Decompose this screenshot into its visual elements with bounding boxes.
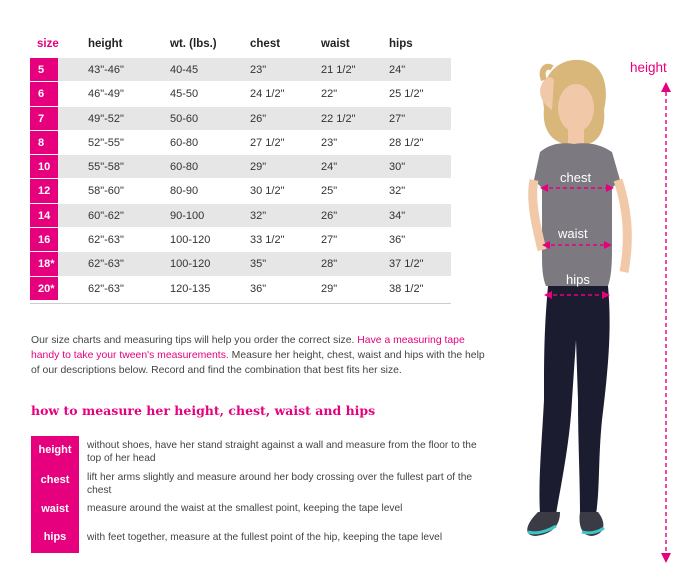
hips-cell: 37 1/2": [389, 258, 424, 271]
table-row: [30, 131, 451, 155]
waist-cell: 25": [321, 185, 338, 198]
size-cell: 12: [30, 179, 58, 202]
how-to-text: with feet together, measure at the fullest point of the hip, keeping the tape level: [87, 532, 443, 543]
height-cell: 62"-63": [88, 234, 124, 247]
table-header: [30, 32, 451, 58]
model-figure-svg: [480, 40, 686, 573]
how-to-chest: [31, 468, 486, 498]
chest-cell: 26": [250, 112, 267, 125]
chest-cell: 36": [250, 282, 267, 295]
hips-cell: 28 1/2": [389, 136, 424, 149]
height-label: height: [630, 60, 667, 75]
height-cell: 58"-60": [88, 185, 124, 198]
how-to-label: waist: [31, 498, 79, 523]
height-cell: 60"-62": [88, 209, 124, 222]
weight-cell: 120-135: [170, 282, 211, 295]
waist-cell: 22": [321, 88, 338, 101]
weight-cell: 45-50: [170, 88, 199, 101]
how-to-text: lift her arms slightly and measure around her body crossing over the fullest part of the chest: [87, 472, 473, 496]
waist-cell: 23": [321, 136, 338, 149]
height-cell: 62"-63": [88, 282, 124, 295]
table-row: [30, 252, 451, 276]
hips-cell: 38 1/2": [389, 282, 424, 295]
height-cell: 62"-63": [88, 258, 124, 271]
table-body: [30, 58, 451, 301]
height-cell: 46"-49": [88, 88, 124, 101]
header-height: height: [88, 38, 123, 50]
height-cell: 52"-55": [88, 136, 124, 149]
header-weight: wt. (lbs.): [170, 38, 217, 50]
hips-cell: 32": [389, 185, 406, 198]
table-row: [30, 204, 451, 228]
waist-label: waist: [558, 226, 588, 241]
table-row: [30, 82, 451, 106]
hips-cell: 34": [389, 209, 406, 222]
chest-cell: 33 1/2": [250, 234, 285, 247]
size-cell: 10: [30, 155, 58, 178]
waist-cell: 24": [321, 161, 338, 174]
intro-paragraph: [31, 333, 491, 378]
hips-cell: 27": [389, 112, 406, 125]
size-cell: 8: [30, 131, 58, 154]
weight-cell: 100-120: [170, 234, 211, 247]
model-jeans: [539, 286, 609, 514]
waist-cell: 22 1/2": [321, 112, 356, 125]
waist-cell: 21 1/2": [321, 64, 356, 76]
waist-cell: 26": [321, 209, 338, 222]
weight-cell: 40-45: [170, 64, 199, 76]
chest-label: chest: [560, 170, 592, 185]
model-illustration: [480, 40, 686, 573]
weight-cell: 60-80: [170, 161, 199, 174]
intro-highlight: Have a measuring tape handy to take your tween's measurements.: [31, 335, 465, 361]
height-arrow: [661, 82, 671, 563]
size-cell: 7: [30, 107, 58, 130]
waist-cell: 27": [321, 234, 338, 247]
table-bottom-rule: [30, 303, 451, 304]
size-chart-table: [30, 32, 451, 304]
chest-cell: 27 1/2": [250, 136, 285, 149]
hips-cell: 30": [389, 161, 406, 174]
hips-cell: 25 1/2": [389, 88, 424, 101]
how-to-hips: [31, 523, 486, 553]
hips-cell: 24": [389, 64, 406, 76]
weight-cell: 60-80: [170, 136, 199, 149]
how-to-label: hips: [31, 523, 79, 553]
size-cell: 20*: [30, 277, 58, 300]
height-cell: 43"-46": [88, 64, 124, 76]
weight-cell: 80-90: [170, 185, 199, 198]
model-shirt: [534, 143, 620, 286]
how-to-label: chest: [31, 468, 79, 498]
intro-text-2: Measure her height, chest, waist and hips with the help of our descriptions below. Record and find the combination that best fits her size.: [31, 350, 485, 376]
chest-cell: 24 1/2": [250, 88, 285, 101]
waist-cell: 29": [321, 282, 338, 295]
table-row: [30, 58, 451, 82]
how-to-text: without shoes, have her stand straight against a wall and measure from the floor to the top of her head: [87, 440, 477, 464]
header-hips: hips: [389, 38, 413, 50]
model-right-arm: [618, 180, 627, 272]
height-cell: 49"-52": [88, 112, 124, 125]
waist-cell: 28": [321, 258, 338, 271]
header-chest: chest: [250, 38, 281, 50]
table-row: [30, 228, 451, 252]
weight-cell: 100-120: [170, 258, 211, 271]
table-row: [30, 107, 451, 131]
how-to-waist: [31, 498, 486, 523]
weight-cell: 90-100: [170, 209, 205, 222]
chest-cell: 29": [250, 161, 267, 174]
size-cell: 5: [30, 58, 58, 81]
how-to-height: [31, 436, 486, 468]
hips-cell: 36": [389, 234, 406, 247]
size-cell: 18*: [30, 252, 58, 275]
intro-text-1: Our size charts and measuring tips will help you order the correct size.: [31, 335, 355, 346]
how-to-title: how to measure her height, chest, waist and hips: [31, 403, 376, 418]
hips-label: hips: [566, 272, 590, 287]
size-cell: 6: [30, 82, 58, 105]
how-to-label: height: [31, 436, 79, 468]
header-size: size: [37, 38, 59, 50]
chest-cell: 30 1/2": [250, 185, 285, 198]
header-waist: waist: [321, 38, 350, 50]
chest-cell: 35": [250, 258, 267, 271]
table-row: [30, 155, 451, 179]
size-cell: 14: [30, 204, 58, 227]
model-left-arm: [533, 180, 542, 250]
table-row: [30, 277, 451, 301]
how-to-text: measure around the waist at the smallest point, keeping the tape level: [87, 503, 403, 514]
weight-cell: 50-60: [170, 112, 199, 125]
size-cell: 16: [30, 228, 58, 251]
height-cell: 55"-58": [88, 161, 124, 174]
table-row: [30, 179, 451, 203]
model-neck: [568, 128, 584, 146]
chest-cell: 23": [250, 64, 267, 76]
chest-cell: 32": [250, 209, 267, 222]
